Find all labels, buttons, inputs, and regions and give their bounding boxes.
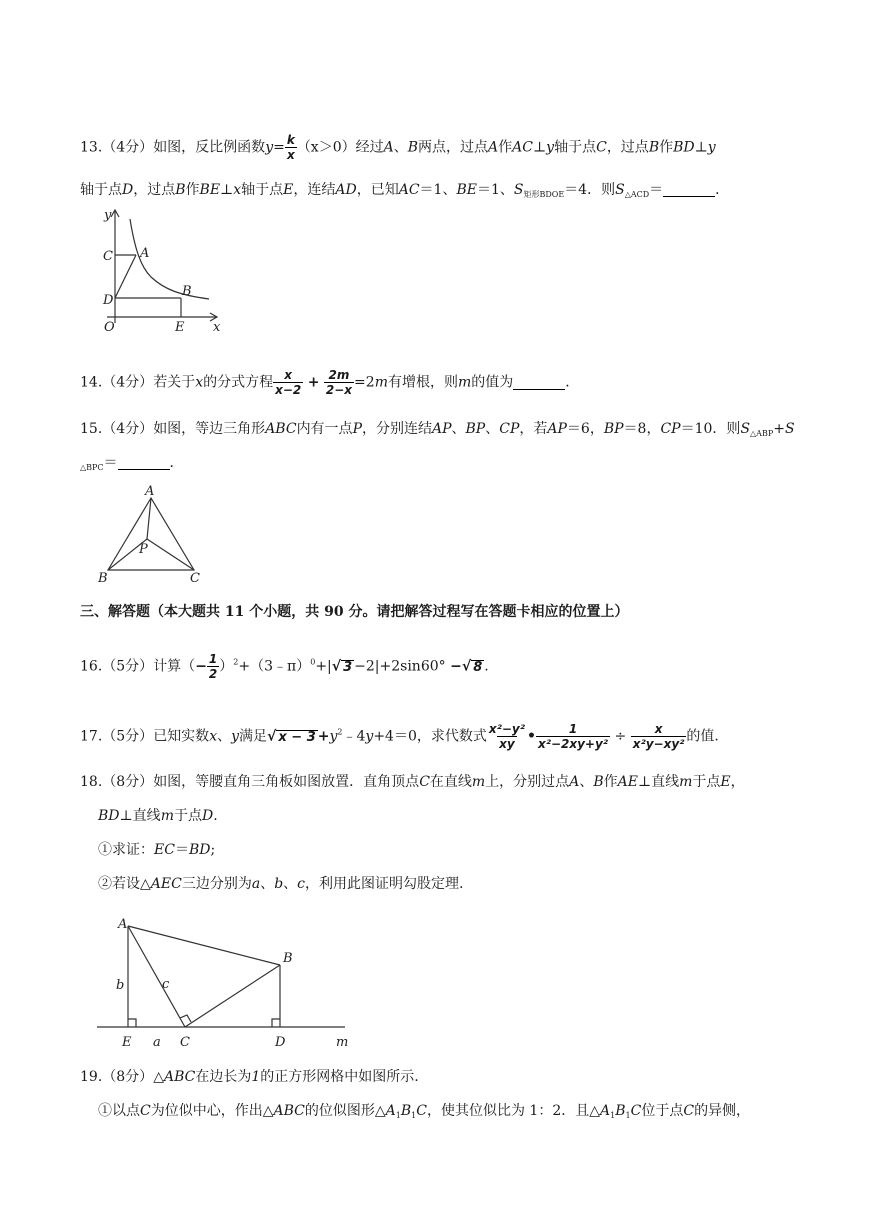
q18-part1: ①求证：EC＝BD; bbox=[98, 842, 216, 858]
q13-figure bbox=[95, 205, 235, 335]
label-m: m bbox=[336, 1035, 349, 1050]
label-y: y bbox=[104, 208, 112, 223]
fraction-3: $\frac{x}{\text{x²y−xy²}}$ bbox=[632, 722, 685, 751]
label-a: A bbox=[140, 246, 150, 261]
label-e: E bbox=[122, 1035, 132, 1050]
label-a-side: a bbox=[153, 1035, 161, 1050]
fraction-x-over-x-minus-2: $\frac{x}{x-2}$ bbox=[275, 368, 302, 397]
label-b: B bbox=[182, 284, 192, 299]
segment-cb bbox=[185, 965, 280, 1027]
sqrt-sign: √ bbox=[461, 658, 472, 675]
k-over-x-fraction: $\frac{k}{x}$ bbox=[286, 133, 295, 162]
label-c: C bbox=[180, 1035, 190, 1050]
right-angle-d bbox=[272, 1019, 280, 1027]
fraction-1: $\frac{\text{x²−y²}}{xy}$ bbox=[488, 722, 526, 751]
q18-figure bbox=[95, 912, 360, 1052]
q13-line2: 轴于点D，过点B作BE⊥x轴于点E，连结AD，已知AC＝1、BE＝1、$S_{矩形BDOE}=4$．则$S_{\triangle ACD}=$ ． bbox=[80, 182, 730, 199]
right-angle-e bbox=[128, 1019, 136, 1027]
q14-line: 14.（4分）若关于x的分式方程 $\frac{x}{x-2}$ + $\frac{2m}{2-x}$ =2m有增根，则m的值为 ． bbox=[80, 368, 580, 397]
q17-line: 17.（5分）已知实数x、y满足√ $x - 3 +y^2﹣4y+4=0$，求代数式 $\frac{\text{x²−y²}}{xy}$ • $\frac{1}{\text{x²−2xy+y²}}$ ÷ $\frac{x}{\text{x²y−xy²}}$ 的值. bbox=[80, 722, 719, 751]
sqrt-sign: √ bbox=[331, 658, 342, 675]
q15-line1: 15.（4分）如图，等边三角形ABC内有一点P，分别连结AP、BP、CP，若AP＝6，BP＝8，CP＝10．则$S_{\triangle ABP}+S$ bbox=[80, 421, 795, 438]
q15-line2: $_{\triangle BPC}$＝ ． bbox=[80, 455, 184, 472]
section-heading: 三、解答题（本大题共 11 个小题，共 90 分。请把解答过程写在答题卡相应的位置上） bbox=[80, 604, 629, 620]
fraction-2m-over-2-minus-x: $\frac{2m}{2-x}$ bbox=[325, 368, 353, 397]
label-c: C bbox=[103, 249, 113, 264]
segment-ab bbox=[128, 926, 280, 965]
segment-ac bbox=[128, 926, 185, 1027]
label-a: A bbox=[118, 917, 128, 932]
label-b: B bbox=[98, 571, 108, 586]
answer-blank bbox=[118, 455, 170, 470]
answer-blank bbox=[663, 182, 715, 197]
q19-line1: 19.（8分）△ABC在边长为1的正方形网格中如图所示. bbox=[80, 1069, 419, 1085]
segment-cp bbox=[147, 539, 194, 570]
q18-line2: BD⊥直线m于点D. bbox=[98, 808, 218, 824]
label-o: O bbox=[104, 320, 115, 335]
q15-figure bbox=[95, 483, 215, 588]
q19-part1: ①以点C为位似中心，作出△ABC的位似图形$\triangle A_1B_1C$，使其位似比为 1：2．且$\triangle A_1B_1C$位于点C的异侧， bbox=[98, 1103, 751, 1120]
label-b: B bbox=[283, 951, 293, 966]
q13-line1: 13.（4分）如图，反比例函数y= $\frac{k}{x}$ （x＞0）经过A、B两点，过点A作AC⊥y轴于点C，过点B作BD⊥y bbox=[80, 133, 716, 162]
sqrt-sign: √ bbox=[267, 728, 277, 745]
label-e: E bbox=[175, 320, 185, 335]
fraction-2: $\frac{1}{\text{x²−2xy+y²}}$ bbox=[537, 722, 609, 751]
label-b-side: b bbox=[116, 978, 125, 993]
label-x: x bbox=[213, 320, 221, 335]
q18-part2: ②若设△AEC三边分别为a、b、c，利用此图证明勾股定理. bbox=[98, 876, 464, 892]
label-c: C bbox=[190, 571, 200, 586]
fraction-one-half: $\frac{1}{2}$ bbox=[208, 652, 218, 681]
answer-blank bbox=[513, 375, 565, 390]
label-c-side: c bbox=[162, 977, 170, 992]
label-p: P bbox=[139, 542, 148, 557]
label-a: A bbox=[145, 484, 155, 499]
label-d: D bbox=[275, 1035, 286, 1050]
segment-ad bbox=[115, 255, 136, 298]
q16-line: 16.（5分）计算（− $\frac{1}{2}$ ）$^2$+（3﹣π）$^0$+|√ 3 −2|+2sin60° −√ 8 . bbox=[80, 652, 489, 681]
label-d: D bbox=[103, 293, 114, 308]
q18-line1: 18.（8分）如图，等腰直角三角板如图放置．直角顶点C在直线m上，分别过点A、B作AE⊥直线m于点E， bbox=[80, 774, 745, 790]
